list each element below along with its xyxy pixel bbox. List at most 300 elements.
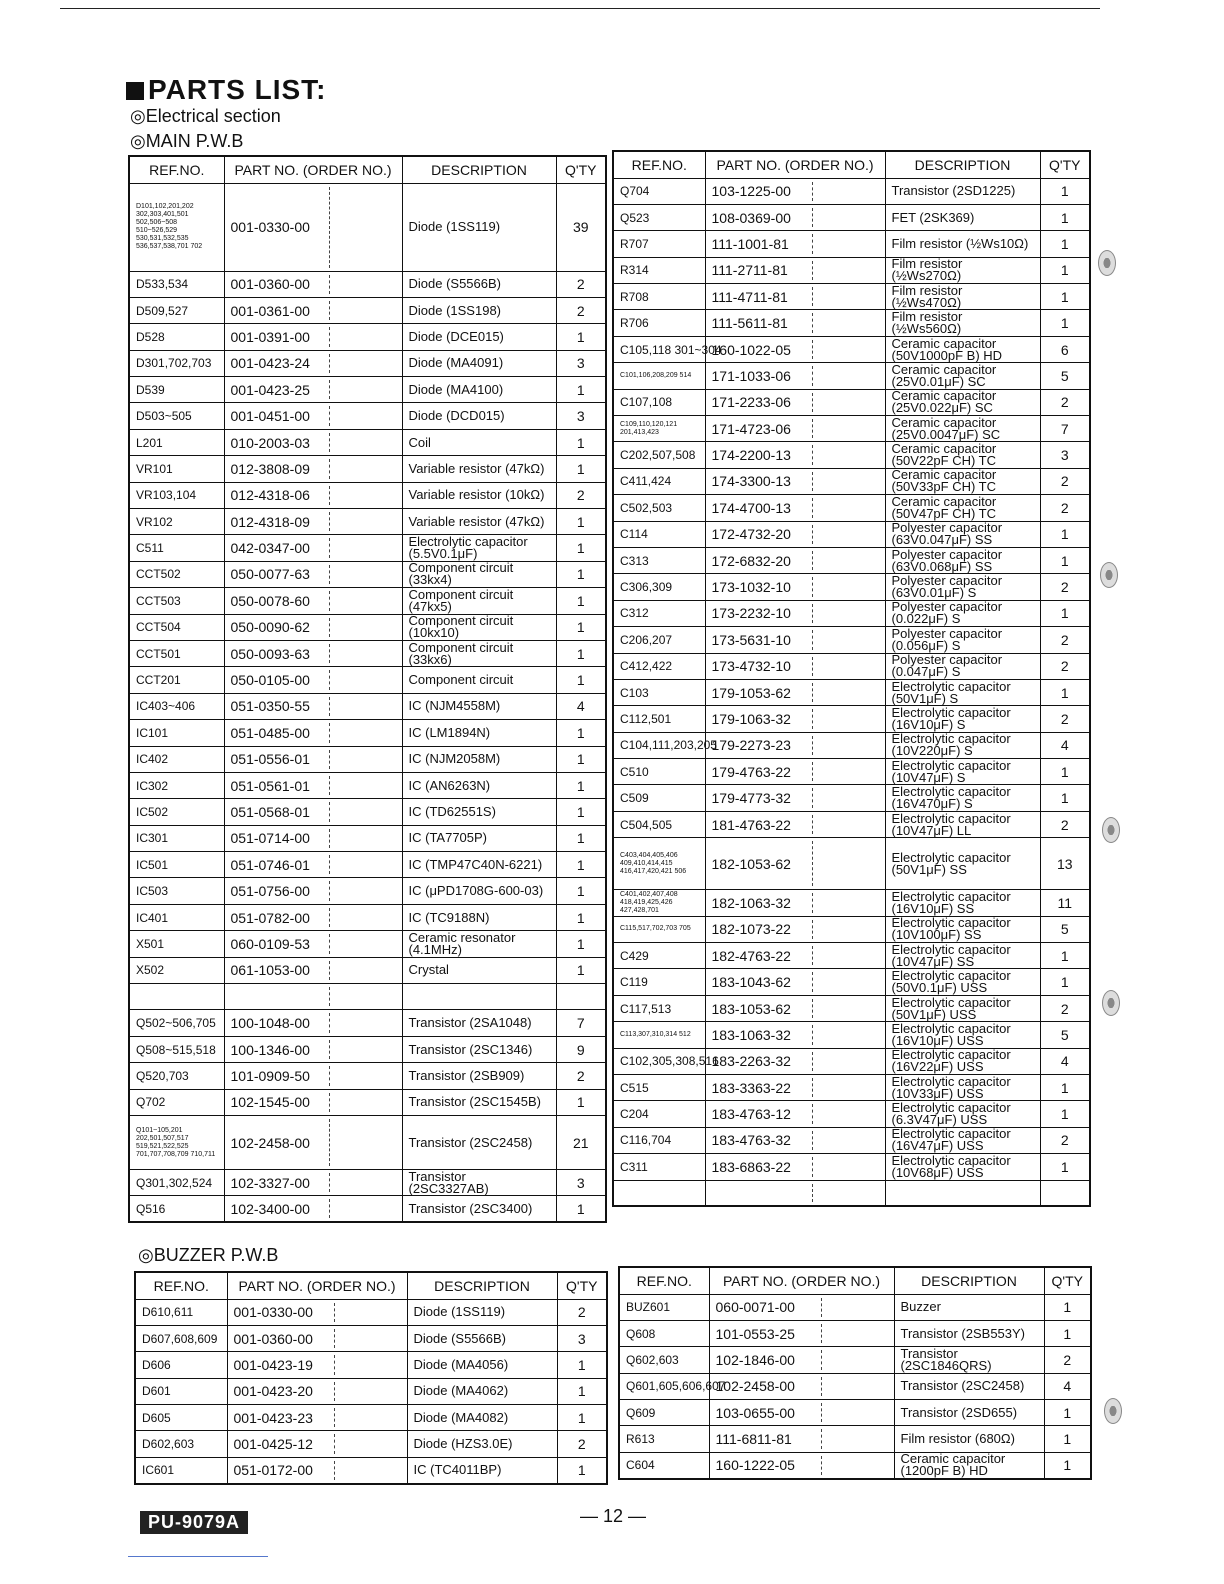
part-no-cell: 182-4763-22 bbox=[705, 943, 885, 969]
part-no-cell: 111-6811-81 bbox=[709, 1426, 894, 1452]
qty-cell: 1 bbox=[1044, 1400, 1091, 1426]
part-no-cell: 173-1032-10 bbox=[705, 574, 885, 600]
section-buzzer-pwb: ◎BUZZER P.W.B bbox=[138, 1245, 279, 1265]
qty-cell: 1 bbox=[556, 456, 606, 482]
table-row bbox=[613, 1127, 1090, 1153]
description-cell: IC (TA7705P) bbox=[402, 825, 556, 851]
qty-cell: 1 bbox=[1040, 785, 1090, 811]
part-no-cell: 183-1053-62 bbox=[705, 995, 885, 1021]
table-row bbox=[129, 324, 606, 350]
qty-cell: 2 bbox=[1040, 653, 1090, 679]
part-no-cell: 183-1063-32 bbox=[705, 1022, 885, 1048]
ref-cell: C429 bbox=[613, 943, 705, 969]
ref-cell: C311 bbox=[613, 1154, 705, 1180]
table-row bbox=[613, 204, 1090, 230]
part-no-cell: 102-1846-00 bbox=[709, 1347, 894, 1373]
ref-cell: D610,611 bbox=[135, 1299, 227, 1325]
ref-cell: R314 bbox=[613, 257, 705, 283]
table-row bbox=[613, 600, 1090, 626]
ref-cell: Q508~515,518 bbox=[129, 1036, 224, 1062]
ref-cell: X501 bbox=[129, 931, 224, 957]
part-no-cell: 012-3808-09 bbox=[224, 456, 402, 482]
ref-cell: D607,608,609 bbox=[135, 1325, 227, 1351]
ref-cell: Q101~105,201 202,501,507,517 519,521,522,525 701,707,708,709 710,711 bbox=[129, 1116, 224, 1170]
table-row bbox=[135, 1405, 607, 1431]
qty-cell: 2 bbox=[1040, 811, 1090, 837]
table-row bbox=[135, 1299, 607, 1325]
part-no-cell: 179-1053-62 bbox=[705, 679, 885, 705]
header-qty: Q'TY bbox=[1040, 151, 1090, 178]
table-row bbox=[129, 183, 606, 271]
ref-cell: C306,309 bbox=[613, 574, 705, 600]
table-row bbox=[613, 284, 1090, 310]
description-cell: Electrolytic capacitor (10V68μF) USS bbox=[885, 1154, 1040, 1180]
table-row bbox=[613, 1022, 1090, 1048]
part-no-cell: 108-0369-00 bbox=[705, 204, 885, 230]
part-no-cell: 051-0172-00 bbox=[227, 1457, 407, 1483]
ref-cell: C116,704 bbox=[613, 1127, 705, 1153]
description-cell: Transistor (2SC3400) bbox=[402, 1196, 556, 1222]
part-no-cell: 051-0782-00 bbox=[224, 904, 402, 930]
ref-cell: C102,305,308,516 bbox=[613, 1048, 705, 1074]
ref-cell: D101,102,201,202 302,303,401,501 502,506~508 510~526,529 530,531,532,535 536,537,538,701 702 bbox=[129, 183, 224, 271]
table-row bbox=[613, 574, 1090, 600]
part-no-cell: 050-0078-60 bbox=[224, 588, 402, 614]
table-row bbox=[129, 640, 606, 666]
part-no-cell: 174-2200-13 bbox=[705, 442, 885, 468]
ref-cell: D503~505 bbox=[129, 403, 224, 429]
qty-cell: 2 bbox=[1044, 1347, 1091, 1373]
part-no-cell: 001-0361-00 bbox=[224, 297, 402, 323]
table-row bbox=[619, 1320, 1091, 1346]
qty-cell: 1 bbox=[556, 429, 606, 455]
qty-cell: 1 bbox=[1040, 231, 1090, 257]
qty-cell: 1 bbox=[556, 1196, 606, 1222]
description-cell: Component circuit (33kx4) bbox=[402, 561, 556, 587]
part-no-cell: 182-1053-62 bbox=[705, 838, 885, 890]
ref-cell: L201 bbox=[129, 429, 224, 455]
description-cell: Electrolytic capacitor (50V0.1μF) USS bbox=[885, 969, 1040, 995]
description-cell: Film resistor (½Ws560Ω) bbox=[885, 310, 1040, 336]
part-no-cell: 183-3363-22 bbox=[705, 1075, 885, 1101]
qty-cell: 3 bbox=[1040, 442, 1090, 468]
description-cell: Diode (S5566B) bbox=[407, 1325, 557, 1351]
qty-cell: 2 bbox=[556, 271, 606, 297]
table-row bbox=[613, 547, 1090, 573]
description-cell: Diode (1SS119) bbox=[407, 1299, 557, 1325]
description-cell: Ceramic capacitor (50V1000pF B) HD bbox=[885, 336, 1040, 362]
qty-cell: 3 bbox=[556, 1170, 606, 1196]
part-no-cell: 103-1225-00 bbox=[705, 178, 885, 204]
part-no-cell: 182-1073-22 bbox=[705, 916, 885, 942]
header-part: PART NO. (ORDER NO.) bbox=[709, 1267, 894, 1294]
qty-cell: 1 bbox=[1040, 521, 1090, 547]
ref-cell: VR102 bbox=[129, 509, 224, 535]
qty-cell: 1 bbox=[1040, 547, 1090, 573]
ref-cell: C109,110,120,121 201,413,423 bbox=[613, 416, 705, 442]
ref-cell: Q608 bbox=[619, 1320, 709, 1346]
header-desc: DESCRIPTION bbox=[407, 1272, 557, 1299]
qty-cell: 1 bbox=[556, 1089, 606, 1115]
part-no-cell: 171-2233-06 bbox=[705, 389, 885, 415]
ref-cell: D528 bbox=[129, 324, 224, 350]
table-row bbox=[135, 1325, 607, 1351]
part-no-cell: 183-6863-22 bbox=[705, 1154, 885, 1180]
part-no-cell: 183-4763-32 bbox=[705, 1127, 885, 1153]
table-row bbox=[613, 495, 1090, 521]
ref-cell: C206,207 bbox=[613, 627, 705, 653]
table-row bbox=[619, 1452, 1091, 1478]
part-no-cell: 050-0093-63 bbox=[224, 640, 402, 666]
table-row bbox=[129, 1063, 606, 1089]
qty-cell: 11 bbox=[1040, 890, 1090, 916]
table-row bbox=[129, 772, 606, 798]
buzzer-pwb-table-left bbox=[134, 1271, 608, 1485]
ref-cell: C101,106,208,209 514 bbox=[613, 363, 705, 389]
ref-cell: X502 bbox=[129, 957, 224, 983]
ref-cell: Q516 bbox=[129, 1196, 224, 1222]
ref-cell: IC101 bbox=[129, 720, 224, 746]
description-cell: Polyester capacitor (0.056μF) S bbox=[885, 627, 1040, 653]
qty-cell: 7 bbox=[556, 1010, 606, 1036]
table-row bbox=[135, 1352, 607, 1378]
ref-cell: C515 bbox=[613, 1075, 705, 1101]
qty-cell: 1 bbox=[1040, 679, 1090, 705]
header-qty: Q'TY bbox=[556, 156, 606, 183]
description-cell: Film resistor (½Ws270Ω) bbox=[885, 257, 1040, 283]
ref-cell: IC501 bbox=[129, 852, 224, 878]
description-cell: Diode (DCD015) bbox=[402, 403, 556, 429]
table-row bbox=[613, 759, 1090, 785]
description-cell: Ceramic capacitor (25V0.022μF) SC bbox=[885, 389, 1040, 415]
ref-cell: CCT503 bbox=[129, 588, 224, 614]
part-no-cell: 182-1063-32 bbox=[705, 890, 885, 916]
table-row bbox=[613, 916, 1090, 942]
description-cell: Polyester capacitor (0.047μF) S bbox=[885, 653, 1040, 679]
description-cell: IC (TC4011BP) bbox=[407, 1457, 557, 1483]
ref-cell: C119 bbox=[613, 969, 705, 995]
qty-cell: 1 bbox=[556, 561, 606, 587]
table-row bbox=[129, 377, 606, 403]
ref-cell: C401,402,407,408 418,419,425,426 427,428,701 bbox=[613, 890, 705, 916]
qty-cell: 1 bbox=[556, 588, 606, 614]
table-row bbox=[613, 943, 1090, 969]
description-cell: Transistor (2SB553Y) bbox=[894, 1320, 1044, 1346]
qty-cell: 1 bbox=[556, 878, 606, 904]
qty-cell: 5 bbox=[1040, 916, 1090, 942]
buzzer-pwb-table-right bbox=[618, 1266, 1092, 1480]
part-no-cell: 179-2273-23 bbox=[705, 732, 885, 758]
table-row bbox=[129, 693, 606, 719]
description-cell: Diode (MA4056) bbox=[407, 1352, 557, 1378]
qty-cell: 1 bbox=[556, 509, 606, 535]
table-row bbox=[129, 904, 606, 930]
qty-cell: 2 bbox=[1040, 574, 1090, 600]
part-no-cell: 001-0451-00 bbox=[224, 403, 402, 429]
table-row bbox=[129, 1170, 606, 1196]
ref-cell: D605 bbox=[135, 1405, 227, 1431]
part-no-cell: 050-0105-00 bbox=[224, 667, 402, 693]
ref-cell bbox=[613, 1180, 705, 1206]
qty-cell: 1 bbox=[556, 957, 606, 983]
part-no-cell: 001-0423-24 bbox=[224, 350, 402, 376]
qty-cell: 2 bbox=[556, 482, 606, 508]
ref-cell: BUZ601 bbox=[619, 1294, 709, 1320]
header-ref: REF.NO. bbox=[613, 151, 705, 178]
qty-cell: 1 bbox=[556, 904, 606, 930]
description-cell: Transistor (2SC1545B) bbox=[402, 1089, 556, 1115]
ref-cell: C115,517,702,703 705 bbox=[613, 916, 705, 942]
description-cell: Diode (MA4100) bbox=[402, 377, 556, 403]
qty-cell: 1 bbox=[556, 535, 606, 561]
qty-cell: 2 bbox=[1040, 995, 1090, 1021]
description-cell: Coil bbox=[402, 429, 556, 455]
part-no-cell: 102-2458-00 bbox=[224, 1116, 402, 1170]
description-cell: Ceramic resonator (4.1MHz) bbox=[402, 931, 556, 957]
table-row bbox=[613, 310, 1090, 336]
ref-cell: C412,422 bbox=[613, 653, 705, 679]
part-no-cell: 051-0746-01 bbox=[224, 852, 402, 878]
table-row bbox=[135, 1431, 607, 1457]
ref-cell: D602,603 bbox=[135, 1431, 227, 1457]
part-no-cell: 051-0714-00 bbox=[224, 825, 402, 851]
part-no-cell: 001-0330-00 bbox=[224, 183, 402, 271]
part-no-cell: 051-0561-01 bbox=[224, 772, 402, 798]
section-main-pwb: ◎MAIN P.W.B bbox=[130, 131, 244, 151]
ref-cell: Q609 bbox=[619, 1400, 709, 1426]
description-cell: Electrolytic capacitor (10V47μF) LL bbox=[885, 811, 1040, 837]
header-desc: DESCRIPTION bbox=[402, 156, 556, 183]
part-no-cell: 001-0423-20 bbox=[227, 1378, 407, 1404]
ref-cell: C313 bbox=[613, 547, 705, 573]
ref-cell: Q601,605,606,607 bbox=[619, 1373, 709, 1399]
part-no-cell: 173-5631-10 bbox=[705, 627, 885, 653]
table-row bbox=[613, 389, 1090, 415]
part-no-cell: 001-0360-00 bbox=[224, 271, 402, 297]
qty-cell: 1 bbox=[557, 1352, 607, 1378]
table-row bbox=[129, 825, 606, 851]
ref-cell: CCT201 bbox=[129, 667, 224, 693]
table-row bbox=[613, 178, 1090, 204]
part-no-cell: 060-0071-00 bbox=[709, 1294, 894, 1320]
part-no-cell: 050-0077-63 bbox=[224, 561, 402, 587]
table-row bbox=[135, 1378, 607, 1404]
ref-cell: C604 bbox=[619, 1452, 709, 1478]
ref-cell: C103 bbox=[613, 679, 705, 705]
qty-cell: 1 bbox=[1040, 284, 1090, 310]
model-badge: PU-9079A bbox=[140, 1511, 248, 1534]
section-electrical: ◎Electrical section bbox=[130, 106, 281, 126]
ref-cell: C504,505 bbox=[613, 811, 705, 837]
ref-cell: D533,534 bbox=[129, 271, 224, 297]
part-no-cell: 100-1048-00 bbox=[224, 1010, 402, 1036]
ref-cell: C113,307,310,314 512 bbox=[613, 1022, 705, 1048]
ref-cell: D509,527 bbox=[129, 297, 224, 323]
description-cell: Electrolytic capacitor (5.5V0.1μF) bbox=[402, 535, 556, 561]
table-row bbox=[129, 746, 606, 772]
ref-cell: C117,513 bbox=[613, 995, 705, 1021]
qty-cell: 1 bbox=[556, 799, 606, 825]
description-cell: IC (LM1894N) bbox=[402, 720, 556, 746]
page-title: PARTS LIST: bbox=[126, 74, 326, 106]
table-row bbox=[619, 1294, 1091, 1320]
description-cell: IC (TD62551S) bbox=[402, 799, 556, 825]
description-cell: IC (AN6263N) bbox=[402, 772, 556, 798]
header-ref: REF.NO. bbox=[135, 1272, 227, 1299]
part-no-cell: 111-2711-81 bbox=[705, 257, 885, 283]
header-part: PART NO. (ORDER NO.) bbox=[705, 151, 885, 178]
bottom-rule bbox=[128, 1556, 268, 1557]
ref-cell: C105,118 301~304 bbox=[613, 336, 705, 362]
qty-cell: 1 bbox=[556, 667, 606, 693]
description-cell: Diode (1SS198) bbox=[402, 297, 556, 323]
part-no-cell bbox=[705, 1180, 885, 1206]
header-qty: Q'TY bbox=[1044, 1267, 1091, 1294]
description-cell: Transistor (2SD655) bbox=[894, 1400, 1044, 1426]
ref-cell: Q520,703 bbox=[129, 1063, 224, 1089]
header-qty: Q'TY bbox=[557, 1272, 607, 1299]
page-number: — 12 — bbox=[580, 1506, 647, 1526]
qty-cell: 2 bbox=[1040, 706, 1090, 732]
qty-cell: 4 bbox=[1040, 1048, 1090, 1074]
header-part: PART NO. (ORDER NO.) bbox=[227, 1272, 407, 1299]
part-no-cell: 111-4711-81 bbox=[705, 284, 885, 310]
table-row bbox=[613, 969, 1090, 995]
table-row bbox=[613, 838, 1090, 890]
qty-cell: 13 bbox=[1040, 838, 1090, 890]
description-cell: IC (μPD1708G-600-03) bbox=[402, 878, 556, 904]
ref-cell: IC601 bbox=[135, 1457, 227, 1483]
ref-cell: Q702 bbox=[129, 1089, 224, 1115]
ref-cell: R707 bbox=[613, 231, 705, 257]
qty-cell: 1 bbox=[1040, 178, 1090, 204]
table-row bbox=[129, 799, 606, 825]
table-row bbox=[613, 732, 1090, 758]
part-no-cell: 102-3327-00 bbox=[224, 1170, 402, 1196]
table-row bbox=[129, 535, 606, 561]
part-no-cell: 101-0553-25 bbox=[709, 1320, 894, 1346]
description-cell: FET (2SK369) bbox=[885, 204, 1040, 230]
description-cell: Ceramic capacitor (50V33pF CH) TC bbox=[885, 468, 1040, 494]
part-no-cell: 174-4700-13 bbox=[705, 495, 885, 521]
qty-cell: 1 bbox=[1044, 1320, 1091, 1346]
ref-cell: Q523 bbox=[613, 204, 705, 230]
ref-cell: R706 bbox=[613, 310, 705, 336]
part-no-cell: 111-1001-81 bbox=[705, 231, 885, 257]
part-no-cell: 012-4318-06 bbox=[224, 482, 402, 508]
qty-cell bbox=[1040, 1180, 1090, 1206]
ref-cell: R708 bbox=[613, 284, 705, 310]
part-no-cell: 102-2458-00 bbox=[709, 1373, 894, 1399]
part-no-cell: 001-0423-19 bbox=[227, 1352, 407, 1378]
table-row bbox=[129, 852, 606, 878]
description-cell: Transistor (2SA1048) bbox=[402, 1010, 556, 1036]
description-cell: Electrolytic capacitor (50V1μF) S bbox=[885, 679, 1040, 705]
description-cell: Polyester capacitor (63V0.068μF) SS bbox=[885, 547, 1040, 573]
part-no-cell: 051-0756-00 bbox=[224, 878, 402, 904]
description-cell bbox=[402, 984, 556, 1010]
ref-cell: IC302 bbox=[129, 772, 224, 798]
description-cell: Electrolytic capacitor (16V10μF) USS bbox=[885, 1022, 1040, 1048]
qty-cell: 2 bbox=[556, 297, 606, 323]
description-cell: Electrolytic capacitor (16V10μF) SS bbox=[885, 890, 1040, 916]
ref-cell: D606 bbox=[135, 1352, 227, 1378]
part-no-cell: 051-0485-00 bbox=[224, 720, 402, 746]
qty-cell: 1 bbox=[556, 746, 606, 772]
table-row bbox=[129, 614, 606, 640]
header-desc: DESCRIPTION bbox=[894, 1267, 1044, 1294]
part-no-cell: 060-0109-53 bbox=[224, 931, 402, 957]
description-cell: IC (TMP47C40N-6221) bbox=[402, 852, 556, 878]
ref-cell: C403,404,405,406 409,410,414,415 416,417,420,421 506 bbox=[613, 838, 705, 890]
table-row bbox=[619, 1373, 1091, 1399]
main-pwb-table-left bbox=[128, 155, 607, 1223]
part-no-cell: 010-2003-03 bbox=[224, 429, 402, 455]
table-row bbox=[613, 442, 1090, 468]
qty-cell: 2 bbox=[557, 1299, 607, 1325]
part-no-cell: 103-0655-00 bbox=[709, 1400, 894, 1426]
part-no-cell: 051-0556-01 bbox=[224, 746, 402, 772]
description-cell: Film resistor (½Ws470Ω) bbox=[885, 284, 1040, 310]
description-cell: Diode (MA4091) bbox=[402, 350, 556, 376]
qty-cell: 2 bbox=[1040, 468, 1090, 494]
table-row bbox=[129, 429, 606, 455]
qty-cell: 1 bbox=[1044, 1294, 1091, 1320]
binder-hole-icon bbox=[1104, 1398, 1122, 1424]
part-no-cell: 051-0568-01 bbox=[224, 799, 402, 825]
part-no-cell: 160-1222-05 bbox=[709, 1452, 894, 1478]
description-cell: Film resistor (680Ω) bbox=[894, 1426, 1044, 1452]
ref-cell bbox=[129, 984, 224, 1010]
qty-cell: 5 bbox=[1040, 363, 1090, 389]
qty-cell: 6 bbox=[1040, 336, 1090, 362]
qty-cell: 1 bbox=[1040, 310, 1090, 336]
description-cell: IC (NJM4558M) bbox=[402, 693, 556, 719]
description-cell: Ceramic capacitor (1200pF B) HD bbox=[894, 1452, 1044, 1478]
qty-cell: 1 bbox=[1040, 600, 1090, 626]
qty-cell: 1 bbox=[556, 720, 606, 746]
part-no-cell: 183-1043-62 bbox=[705, 969, 885, 995]
part-no-cell: 183-2263-32 bbox=[705, 1048, 885, 1074]
qty-cell: 1 bbox=[556, 852, 606, 878]
ref-cell: C114 bbox=[613, 521, 705, 547]
ref-cell: IC502 bbox=[129, 799, 224, 825]
qty-cell: 1 bbox=[556, 377, 606, 403]
part-no-cell: 001-0425-12 bbox=[227, 1431, 407, 1457]
qty-cell: 1 bbox=[556, 931, 606, 957]
table-row bbox=[135, 1457, 607, 1483]
table-row bbox=[129, 588, 606, 614]
description-cell: Polyester capacitor (63V0.047μF) SS bbox=[885, 521, 1040, 547]
description-cell: Variable resistor (47kΩ) bbox=[402, 509, 556, 535]
description-cell: Polyester capacitor (0.022μF) S bbox=[885, 600, 1040, 626]
part-no-cell: 174-3300-13 bbox=[705, 468, 885, 494]
header-ref: REF.NO. bbox=[129, 156, 224, 183]
qty-cell: 39 bbox=[556, 183, 606, 271]
qty-cell: 2 bbox=[1040, 389, 1090, 415]
qty-cell: 1 bbox=[1040, 1154, 1090, 1180]
table-row bbox=[129, 1196, 606, 1222]
qty-cell: 1 bbox=[557, 1457, 607, 1483]
binder-hole-icon bbox=[1102, 817, 1120, 843]
part-no-cell: 050-0090-62 bbox=[224, 614, 402, 640]
table-row bbox=[613, 416, 1090, 442]
table-row bbox=[613, 627, 1090, 653]
qty-cell: 1 bbox=[557, 1405, 607, 1431]
description-cell: Electrolytic capacitor (50V1μF) USS bbox=[885, 995, 1040, 1021]
main-pwb-table-right bbox=[612, 150, 1091, 1207]
table-row bbox=[129, 271, 606, 297]
